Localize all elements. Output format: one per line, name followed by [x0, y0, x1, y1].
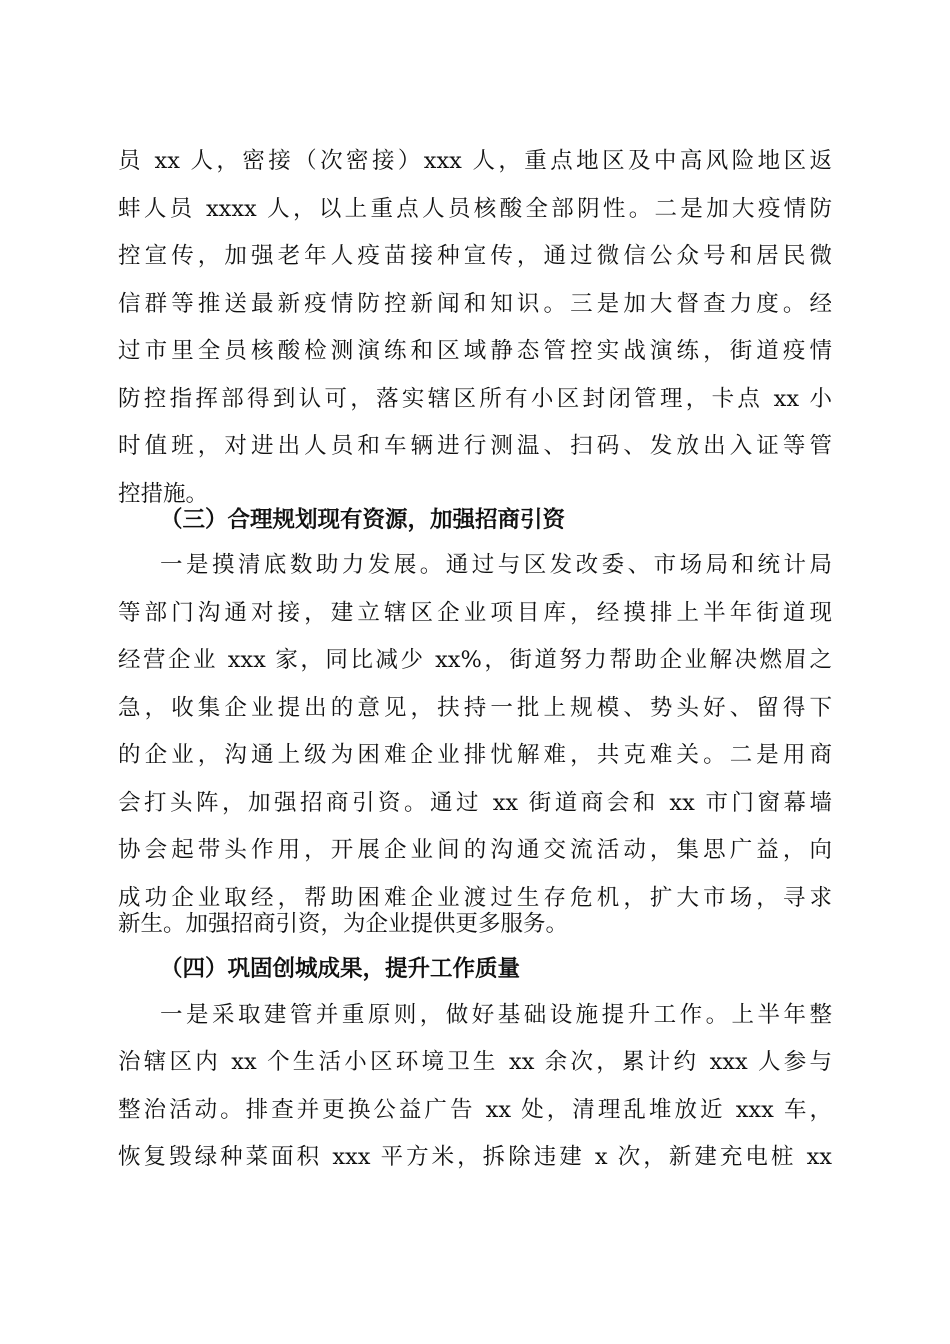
body-line: 成功企业取经，帮助困难企业渡过生存危机，扩大市场，寻求 [118, 885, 832, 911]
body-line: 急，收集企业提出的意见，扶持一批上规模、势头好、留得下 [118, 695, 832, 721]
body-line: 信群等推送最新疫情防控新闻和知识。三是加大督查力度。经 [118, 291, 832, 317]
body-line: 蚌人员 xxxx 人，以上重点人员核酸全部阴性。二是加大疫情防 [118, 196, 832, 222]
body-line: 等部门沟通对接，建立辖区企业项目库，经摸排上半年街道现 [118, 600, 832, 626]
body-line: 防控指挥部得到认可，落实辖区所有小区封闭管理，卡点 xx 小 [118, 386, 832, 412]
body-line: 会打头阵，加强招商引资。通过 xx 街道商会和 xx 市门窗幕墙 [118, 790, 832, 816]
section-heading-4: （四）巩固创城成果，提升工作质量 [160, 956, 521, 982]
body-line: 恢复毁绿种菜面积 xxx 平方米，拆除违建 x 次，新建充电桩 xx [118, 1144, 832, 1170]
body-line: 过市里全员核酸检测演练和区域静态管控实战演练，街道疫情 [118, 338, 832, 364]
paragraph-first-line: 一是采取建管并重原则，做好基础设施提升工作。上半年整 [160, 1002, 832, 1028]
body-line: 控宣传，加强老年人疫苗接种宣传，通过微信公众号和居民微 [118, 243, 832, 269]
section-heading-3: （三）合理规划现有资源，加强招商引资 [160, 507, 566, 533]
paragraph-last-line: 控措施。 [118, 481, 209, 507]
body-line: 经营企业 xxx 家，同比减少 xx%，街道努力帮助企业解决燃眉之 [118, 647, 832, 673]
body-line: 时值班，对进出人员和车辆进行测温、扫码、发放出入证等管 [118, 433, 832, 459]
body-line: 整治活动。排查并更换公益广告 xx 处，清理乱堆放近 xxx 车， [118, 1097, 832, 1123]
body-line: 治辖区内 xx 个生活小区环境卫生 xx 余次，累计约 xxx 人参与 [118, 1049, 832, 1075]
paragraph-last-line: 新生。加强招商引资，为企业提供更多服务。 [118, 911, 569, 937]
body-line: 的企业，沟通上级为困难企业排忧解难，共克难关。二是用商 [118, 742, 832, 768]
paragraph-first-line: 一是摸清底数助力发展。通过与区发改委、市场局和统计局 [160, 552, 832, 578]
body-line: 协会起带头作用，开展企业间的沟通交流活动，集思广益，向 [118, 837, 832, 863]
body-line: 员 xx 人，密接（次密接）xxx 人，重点地区及中高风险地区返 [118, 148, 832, 174]
